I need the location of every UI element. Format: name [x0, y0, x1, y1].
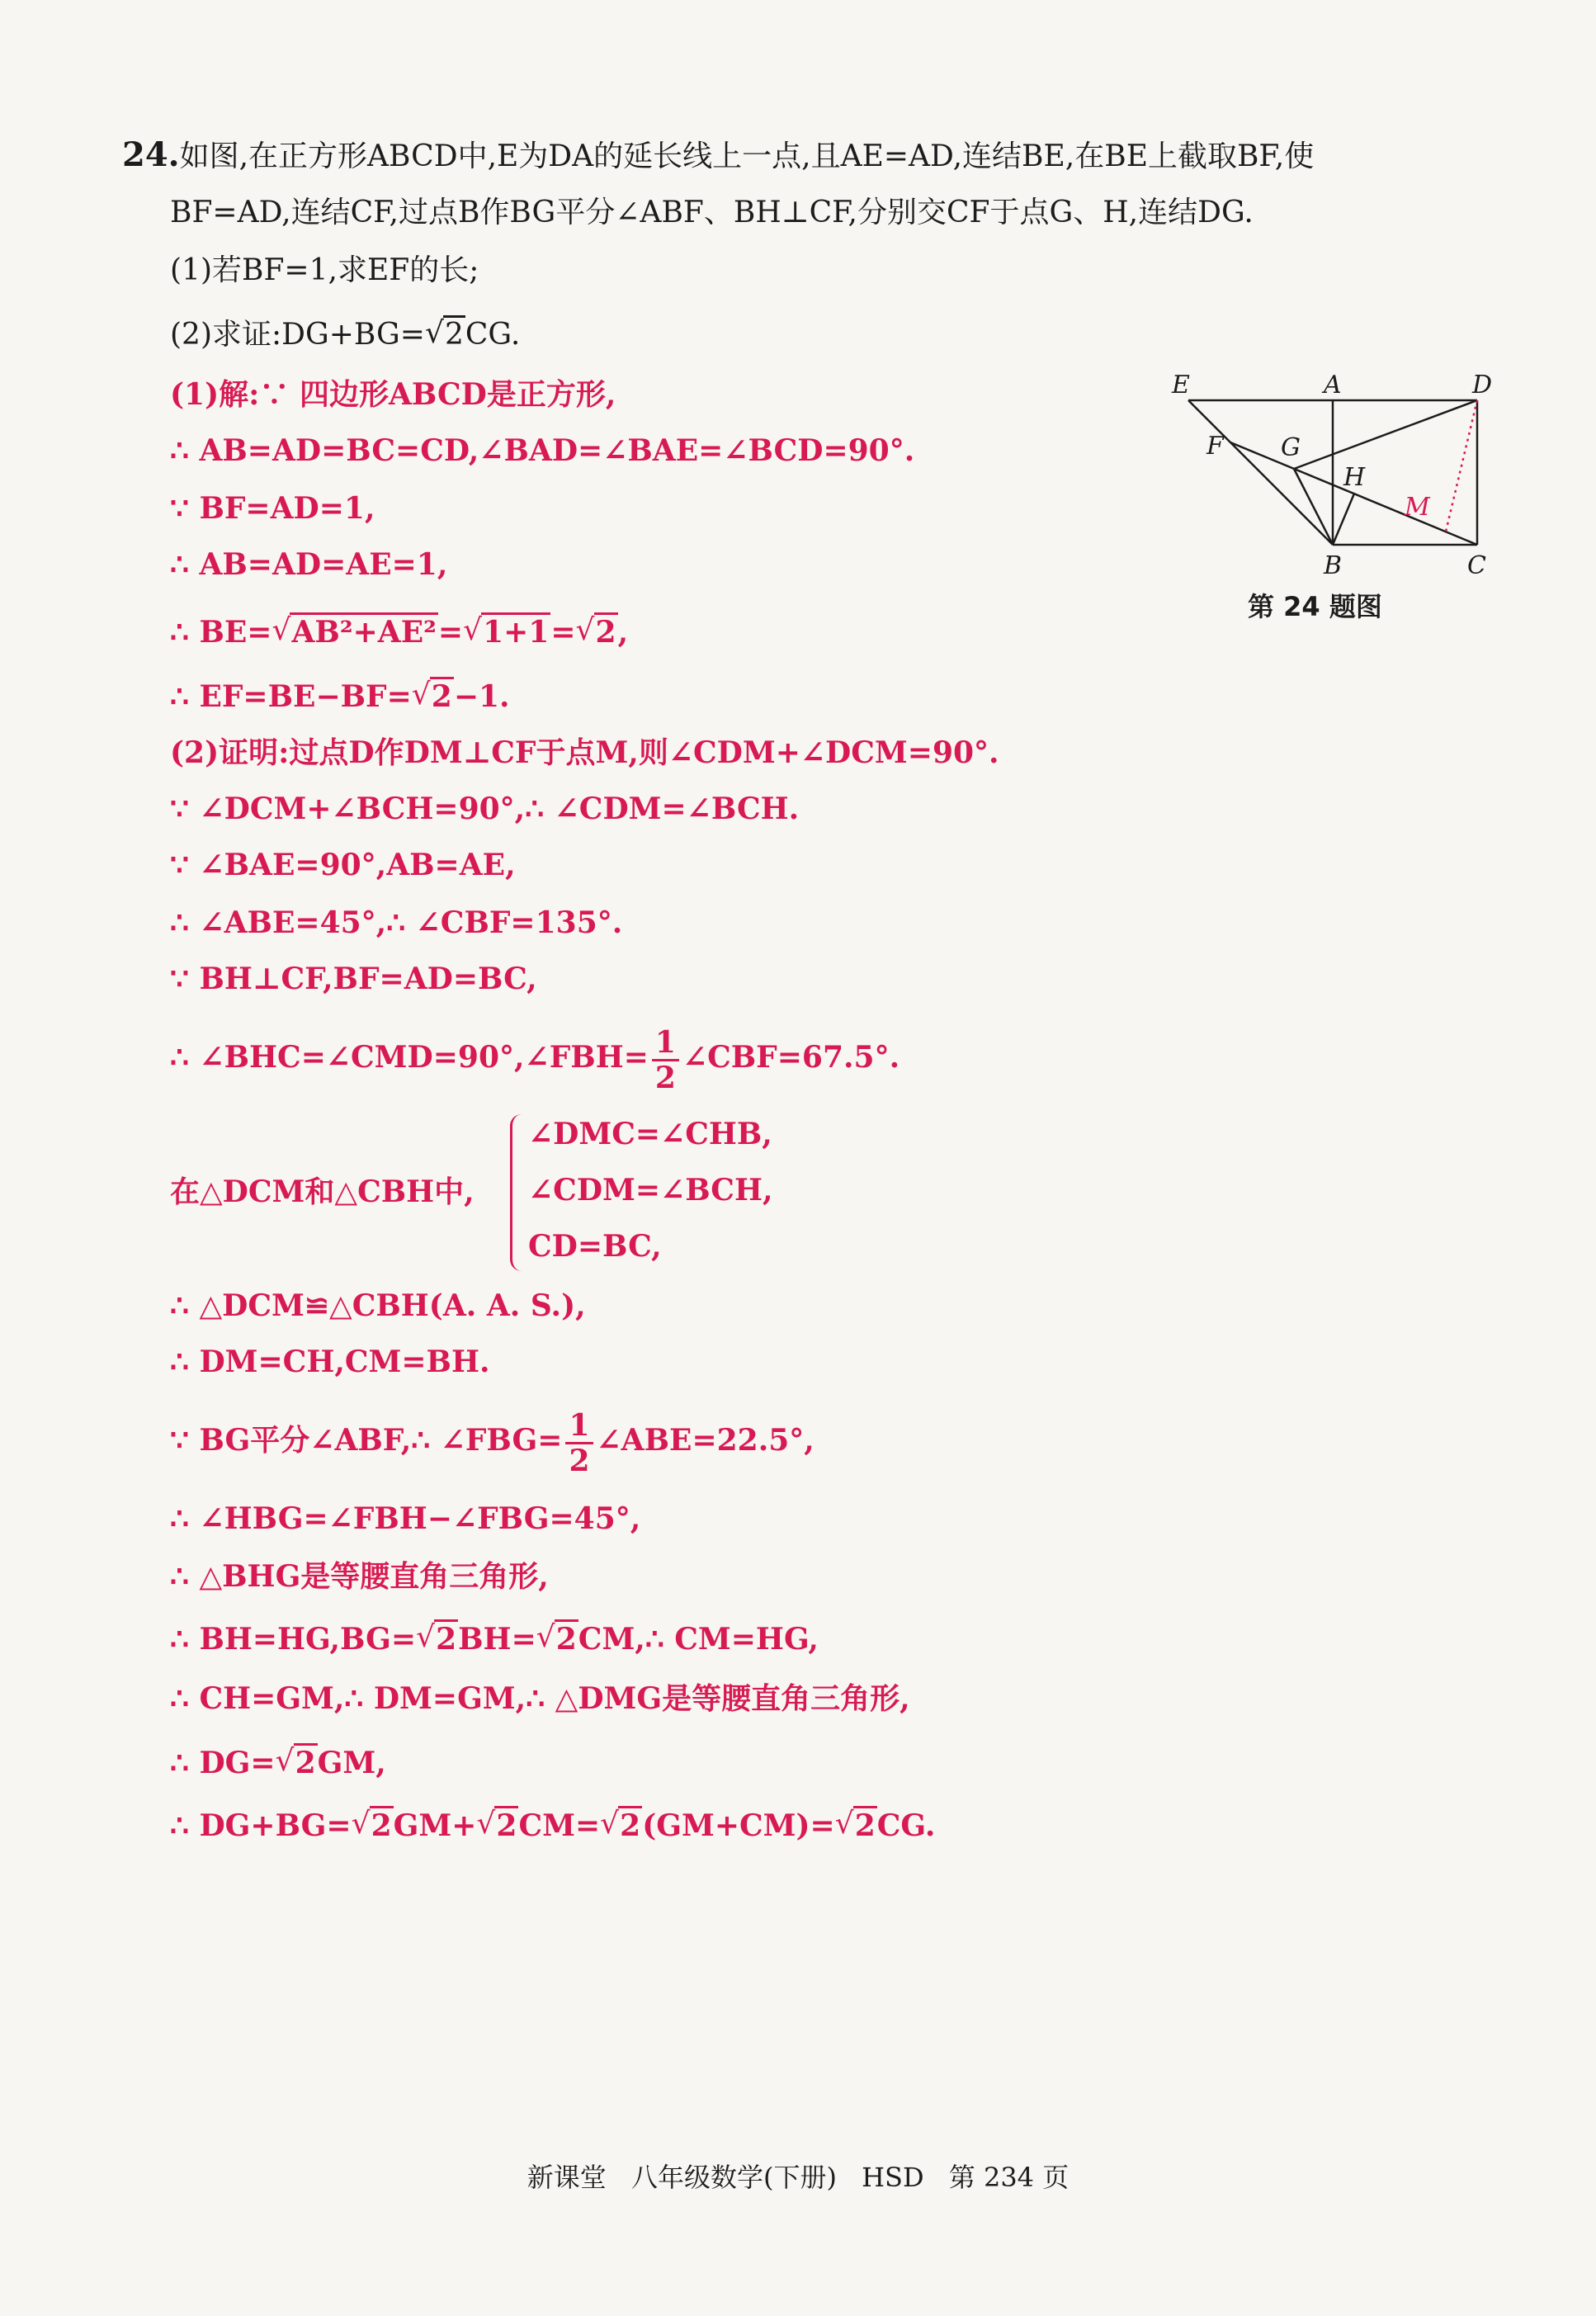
sqrt-symbol [352, 1808, 394, 1844]
solution-text: ∴ EF=BE−BF= [170, 679, 412, 714]
sqrt-radicand: 2 [430, 677, 454, 714]
footer-page-number: 第 234 页 [948, 2162, 1070, 2193]
figure-caption: 第 24 题图 [1248, 591, 1382, 622]
sqrt-radicand: 2 [555, 1619, 578, 1657]
solution-line-1 [170, 376, 616, 413]
solution-line-16 [170, 1403, 815, 1477]
label-g: G [1281, 433, 1301, 462]
solution-text: ∴ △DCM≌△CBH(A. A. S.), [170, 1288, 586, 1323]
sqrt-radicand: 2 [618, 1806, 642, 1843]
solution-text: ∠CBF=67.5°. [682, 1040, 900, 1075]
page-footer [0, 2161, 1596, 2194]
solution-text: −1. [453, 679, 510, 714]
solution-text: = [437, 615, 464, 650]
footer-edition: HSD [862, 2162, 924, 2193]
solution-line-8 [170, 791, 799, 827]
solution-text: BH= [458, 1622, 536, 1657]
solution-line-11 [170, 961, 537, 997]
fraction-numerator: 1 [652, 1026, 679, 1061]
solution-text: (2)证明:过点D作DM⊥CF于点M,则∠CDM+∠DCM=90°. [170, 735, 999, 770]
system-line-1 [528, 1116, 772, 1152]
system-line-2 [528, 1172, 773, 1208]
solution-text: ∵ ∠DCM+∠BCH=90°,∴ ∠CDM=∠BCH. [170, 792, 800, 826]
solution-text: GM, [317, 1746, 386, 1780]
question-line-2 [170, 195, 1254, 231]
sqrt-symbol [835, 1808, 877, 1844]
part-1-text: (1)若BF=1,求EF的长; [170, 253, 479, 287]
part-2-suffix: CG. [465, 318, 521, 352]
solution-line-21 [170, 1745, 386, 1781]
fraction-denominator: 2 [654, 1060, 676, 1095]
line-bh [1333, 494, 1354, 545]
sqrt-symbol [416, 1621, 458, 1657]
solution-text: CG. [876, 1808, 936, 1843]
solution-line-15 [170, 1344, 490, 1380]
label-b: B [1324, 551, 1343, 580]
solution-text: ∴ AB=AD=AE=1, [170, 547, 448, 582]
solution-text: ∴ BH=HG,BG= [170, 1622, 417, 1657]
system-brace [510, 1114, 524, 1271]
solution-line-9 [170, 847, 516, 883]
part-2-prefix: (2)求证:DG+BG= [170, 318, 425, 352]
sqrt-radicand: 2 [294, 1743, 318, 1780]
solution-text: (GM+CM)= [642, 1808, 835, 1843]
sqrt-radicand: AB²+AE² [290, 612, 437, 650]
solution-line-17 [170, 1501, 640, 1537]
label-a: A [1324, 371, 1342, 399]
fraction [652, 1026, 679, 1094]
solution-line-2 [170, 432, 914, 469]
solution-text: ∠ABE=22.5°, [596, 1423, 815, 1458]
sqrt-symbol [576, 614, 618, 650]
question-part-2 [170, 317, 520, 353]
solution-text: (1)解:∵ 四边形ABCD是正方形, [170, 377, 616, 412]
solution-text: ∵ BF=AD=1, [170, 491, 375, 526]
solution-text: GM+ [393, 1808, 477, 1843]
question-text-2: BF=AD,连结CF,过点B作BG平分∠ABF、BH⊥CF,分别交CF于点G、H,连结DG. [170, 196, 1254, 229]
solution-text: ∵ BH⊥CF,BF=AD=BC, [170, 962, 537, 996]
solution-line-14 [170, 1288, 586, 1324]
solution-text: ∠CDM=∠BCH, [528, 1173, 773, 1208]
solution-line-22 [170, 1808, 935, 1844]
solution-text: ∴ ∠BHC=∠CMD=90°,∠FBH= [170, 1040, 649, 1075]
sqrt-radicand: 2 [443, 315, 465, 352]
solution-text: CM,∴ CM=HG, [578, 1622, 819, 1657]
fraction [565, 1409, 593, 1477]
fraction-denominator: 2 [569, 1443, 590, 1478]
solution-line-6 [170, 678, 510, 715]
footer-book: 八年级数学(下册) [630, 2162, 837, 2193]
solution-text: CD=BC, [528, 1229, 662, 1264]
sqrt-radicand: 2 [853, 1806, 877, 1843]
sqrt-symbol [600, 1808, 642, 1844]
solution-line-20 [170, 1680, 910, 1717]
solution-text: ∠DMC=∠CHB, [528, 1117, 772, 1151]
label-c: C [1467, 551, 1486, 580]
sqrt-radicand: 2 [434, 1619, 458, 1657]
sqrt-symbol [425, 317, 465, 353]
sqrt-symbol [476, 1808, 518, 1844]
sqrt-symbol [412, 678, 454, 715]
solution-text: ∴ ∠ABE=45°,∴ ∠CBF=135°. [170, 905, 623, 940]
solution-line-4 [170, 546, 447, 583]
solution-text: 在△DCM和△CBH中, [170, 1175, 475, 1209]
label-d: D [1472, 371, 1493, 399]
solution-text: ∴ DG+BG= [170, 1808, 352, 1843]
sqrt-symbol [276, 1745, 318, 1781]
sqrt-radicand: 2 [494, 1806, 518, 1843]
solution-text: ∴ △BHG是等腰直角三角形, [170, 1559, 549, 1594]
solution-line-5 [170, 614, 628, 650]
label-m: M [1405, 493, 1430, 522]
question-text-1: 如图,在正方形ABCD中,E为DA的延长线上一点,且AE=AD,连结BE,在BE上截取BF,使 [179, 139, 1315, 173]
system-line-3 [528, 1228, 662, 1264]
solution-text: = [550, 615, 576, 650]
line-bg [1294, 469, 1333, 545]
question-part-1 [170, 253, 479, 289]
sqrt-symbol [536, 1621, 578, 1657]
solution-text: , [617, 615, 629, 650]
question-line-1 [122, 137, 1314, 175]
question-number: 24. [122, 135, 180, 174]
sqrt-radicand: 2 [594, 612, 618, 650]
solution-line-18 [170, 1558, 549, 1595]
solution-text: ∵ ∠BAE=90°,AB=AE, [170, 848, 516, 882]
solution-text: ∴ CH=GM,∴ DM=GM,∴ △DMG是等腰直角三角形, [170, 1681, 910, 1716]
label-h: H [1343, 463, 1366, 492]
label-f: F [1206, 432, 1224, 461]
footer-brand: 新课堂 [526, 2162, 607, 2193]
geometry-figure [1155, 363, 1502, 586]
solution-text: ∴ DM=CH,CM=BH. [170, 1345, 490, 1379]
line-dm-dotted [1446, 400, 1477, 532]
line-gd [1294, 400, 1477, 469]
sqrt-symbol [272, 614, 437, 650]
solution-line-19 [170, 1621, 819, 1657]
solution-text: ∴ AB=AD=BC=CD,∠BAD=∠BAE=∠BCD=90°. [170, 433, 915, 468]
line-eb [1188, 400, 1333, 545]
solution-line-12 [170, 1020, 900, 1094]
fraction-numerator: 1 [565, 1409, 593, 1444]
sqrt-radicand: 1+1 [481, 612, 550, 650]
solution-text: ∴ DG= [170, 1746, 276, 1780]
sqrt-symbol [463, 614, 550, 650]
label-e: E [1172, 371, 1190, 399]
solution-text: ∵ BG平分∠ABF,∴ ∠FBG= [170, 1423, 563, 1458]
solution-text: ∴ BE= [170, 615, 272, 650]
solution-line-3 [170, 490, 375, 527]
solution-line-7 [170, 735, 999, 771]
solution-text: ∴ ∠HBG=∠FBH−∠FBG=45°, [170, 1501, 641, 1536]
solution-text: CM= [518, 1808, 601, 1843]
solution-line-13 [170, 1174, 475, 1210]
sqrt-radicand: 2 [370, 1806, 394, 1843]
solution-line-10 [170, 905, 622, 941]
